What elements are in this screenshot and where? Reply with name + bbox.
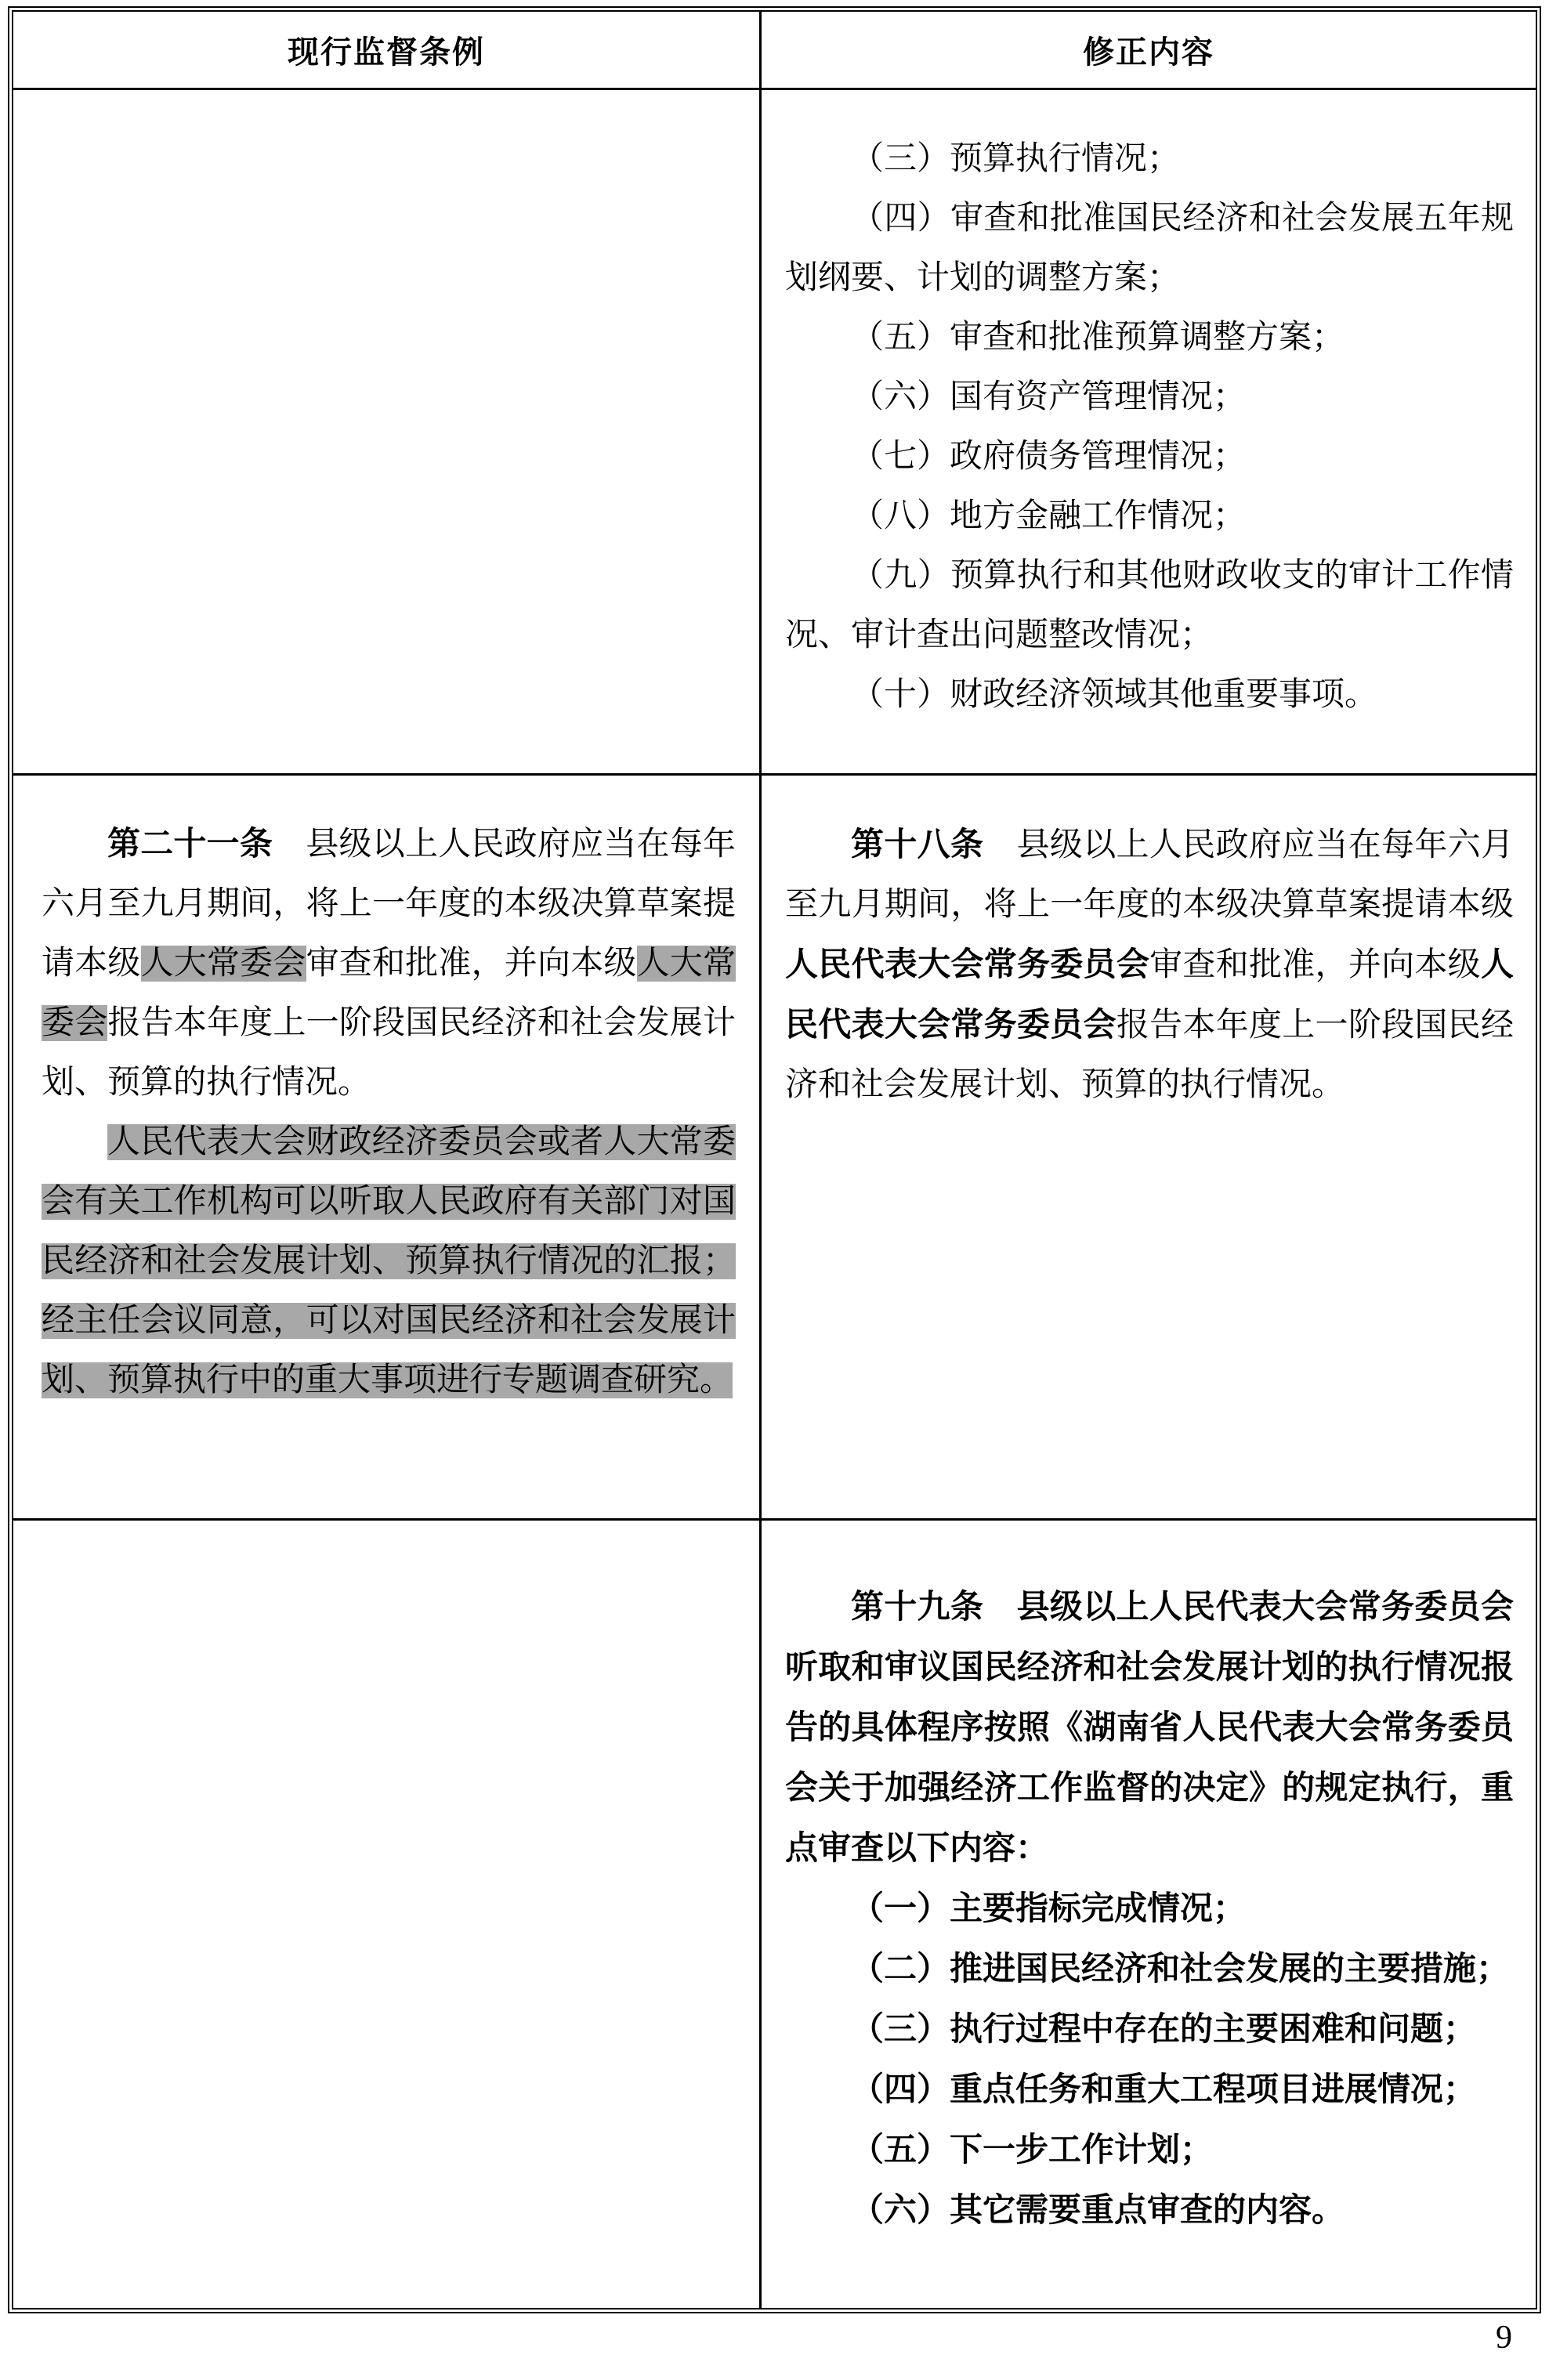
paragraph — [785, 1939, 1514, 1999]
text-segment: （九）预算执行和其他财政收支的审计工作情况、审计查出问题整改情况； — [785, 558, 1514, 653]
text-segment: 第二十一条 — [107, 826, 273, 863]
paragraph — [785, 546, 1514, 665]
text-segment: 人民代表大会财政经济委员会或者人大常委会有关工作机构可以听取人民政府有关部门对国民经济和社会发展计划、预算执行情况的汇报；经主任会议同意，可以对国民经济和社会发展计划、预算执行中的重大事项进行专题调查研究。 — [42, 1124, 736, 1398]
header-right-cell — [759, 12, 1536, 88]
text-segment: （六）其它需要重点审查的内容。 — [851, 2191, 1345, 2228]
header-left-cell — [13, 12, 759, 88]
paragraph — [42, 1112, 736, 1410]
text-segment: （一）主要指标完成情况； — [851, 1890, 1247, 1926]
text-segment: 审查和批准，并向本级 — [306, 946, 637, 982]
paragraph — [785, 486, 1514, 546]
text-segment: 人民代表大会常务委员会 — [785, 946, 1514, 1043]
paragraph — [785, 1879, 1514, 1939]
header-left-label: 现行监督条例 — [288, 34, 485, 70]
paragraph — [785, 308, 1514, 367]
text-segment: （五）下一步工作计划； — [851, 2131, 1214, 2168]
text-segment: （十）财政经济领域其他重要事项。 — [851, 677, 1378, 713]
text-segment: 报告本年度上一阶段国民经济和社会发展计划、预算的执行情况。 — [42, 1005, 736, 1101]
row2-right-cell — [759, 773, 1536, 1518]
text-segment: 报告本年度上一阶段国民经济和社会发展计划、预算的执行情况。 — [785, 1007, 1514, 1103]
doc-table — [8, 6, 1541, 2313]
text-segment: （七）政府债务管理情况； — [851, 439, 1247, 475]
header-right-label: 修正内容 — [1083, 34, 1214, 70]
paragraph — [785, 2120, 1514, 2180]
text-segment: （八）地方金融工作情况； — [851, 498, 1247, 534]
text-segment: 人民代表大会常务委员会 — [785, 946, 1150, 982]
text-segment: （四）审查和批准国民经济和社会发展五年规划纲要、计划的调整方案； — [785, 201, 1514, 296]
text-segment: （三）预算执行情况； — [851, 141, 1181, 177]
text-segment: 第十八条 — [851, 826, 984, 863]
paragraph — [785, 1577, 1514, 1879]
row3-left-cell — [13, 1518, 759, 2308]
row3-right-cell — [759, 1518, 1536, 2308]
text-segment: 县级以上人民政府应当在每年六月至九月期间，将上一年度的本级决算草案提请本级 — [42, 826, 736, 982]
text-segment: 第十九条 县级以上人民代表大会常务委员会听取和审议国民经济和社会发展计划的执行情况报告的具体程序按照《湖南省人民代表大会常务委员会关于加强经济工作监督的决定》的规定执行，重点审查以下内容： — [785, 1588, 1514, 1866]
text-segment: （四）重点任务和重大工程项目进展情况； — [851, 2071, 1477, 2107]
paragraph — [785, 427, 1514, 486]
paragraph — [785, 2060, 1514, 2120]
paragraph — [785, 129, 1514, 189]
paragraph — [785, 665, 1514, 725]
row1-right-cell — [759, 88, 1536, 773]
text-segment: （二）推进国民经济和社会发展的主要措施； — [851, 1950, 1510, 1987]
page-number: 9 — [1496, 2320, 1512, 2356]
text-segment: 审查和批准，并向本级 — [1149, 947, 1481, 983]
paragraph — [785, 2180, 1514, 2241]
row1-left-cell — [13, 88, 759, 773]
text-segment: （五）审查和批准预算调整方案； — [851, 320, 1345, 356]
text-segment: 人大常委会 — [140, 946, 306, 982]
row2-left-cell — [13, 773, 759, 1518]
text-segment: （三）执行过程中存在的主要困难和问题； — [851, 2010, 1477, 2047]
text-segment: 人大常委会 — [42, 946, 736, 1041]
paragraph — [42, 815, 736, 1112]
text-segment: 县级以上人民政府应当在每年六月至九月期间，将上一年度的本级决算草案提请本级 — [785, 827, 1514, 923]
text-segment: （六）国有资产管理情况； — [851, 379, 1247, 415]
paragraph — [785, 367, 1514, 427]
paragraph — [785, 1999, 1514, 2060]
paragraph — [785, 815, 1514, 1115]
paragraph — [785, 189, 1514, 308]
